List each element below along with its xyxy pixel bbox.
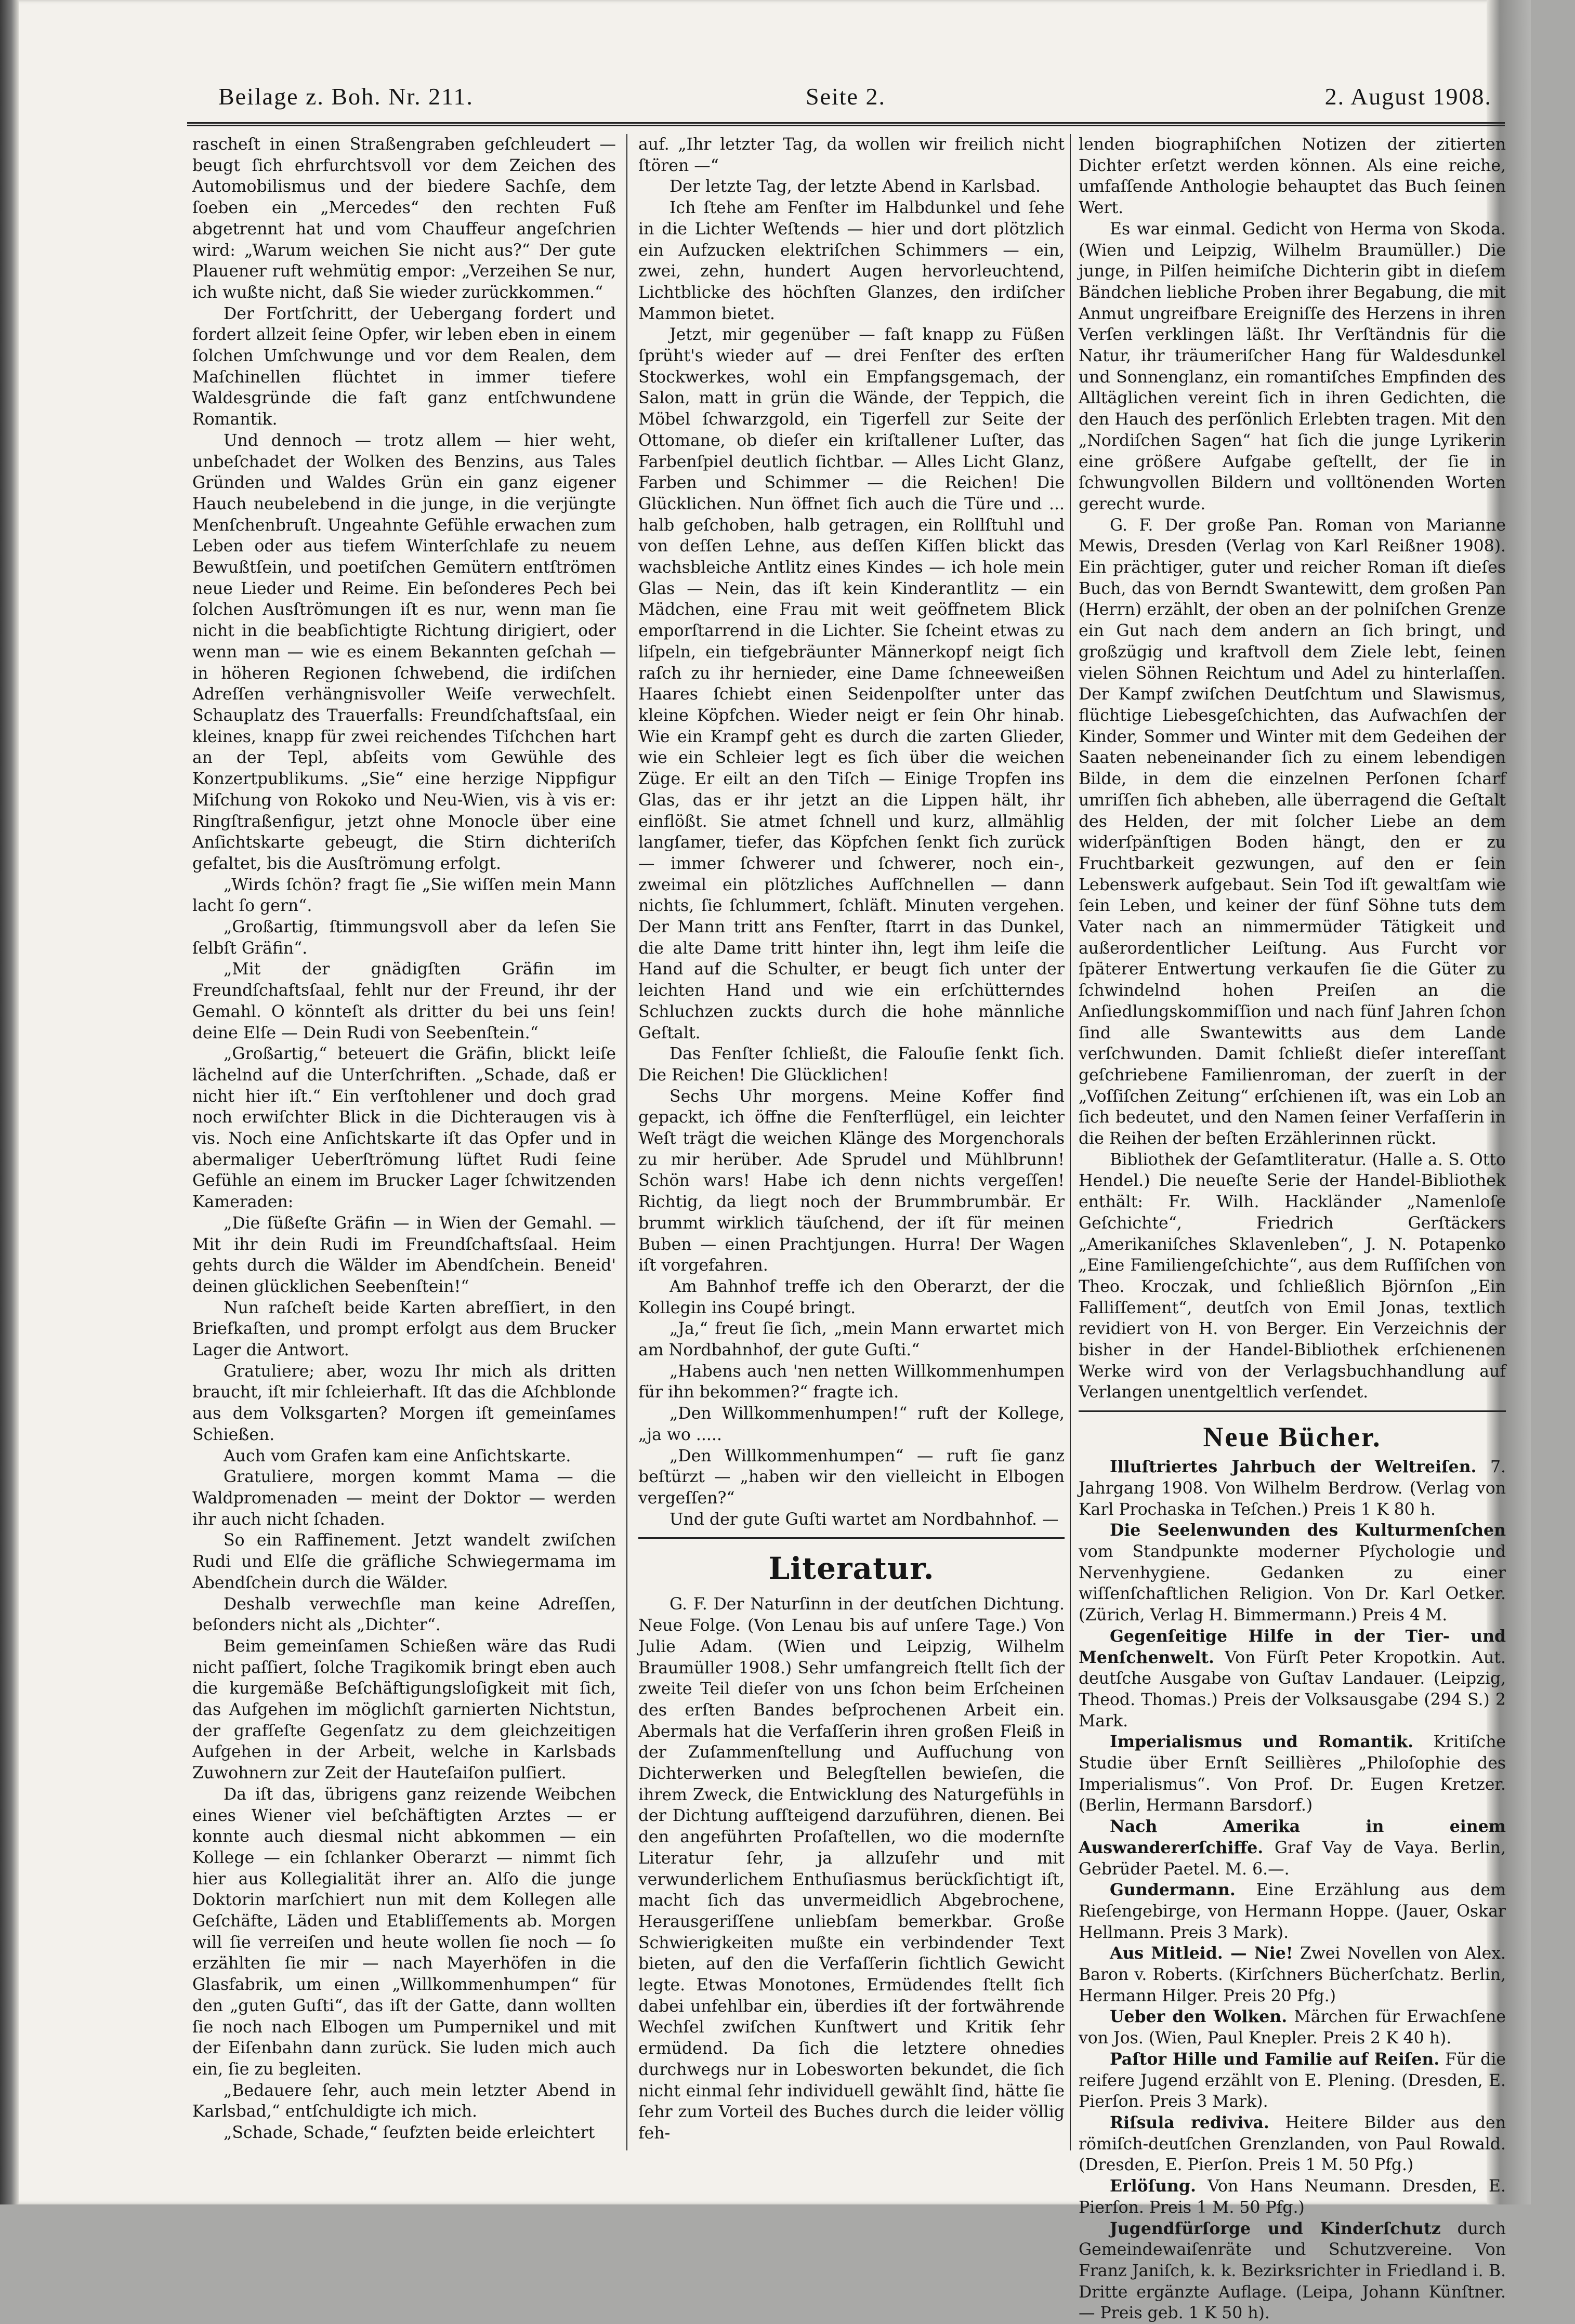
- paragraph: „Den Willkommenhumpen!“ ruft der Kollege, „ja wo .....: [638, 1403, 1065, 1445]
- book-entry: [1079, 1457, 1506, 1520]
- paragraph: „Die ſüßeſte Gräfin — in Wien der Gemahl. — Mit ihr dein Rudi im Freundſchaftsſaal. Heim gehts durch die Wälder im Abendſchein. Beneid' deinen glücklichen Seebenſtein!“: [192, 1213, 616, 1298]
- paragraph: Und der gute Guſti wartet am Nordbahnhof. —: [638, 1509, 1065, 1530]
- paragraph: Ich ſtehe am Fenſter im Halbdunkel und ſehe in die Lichter Weſtends — hier und dort plötzlich ein Aufzucken elektriſchen Schimmers — ein, zwei, zehn, hundert Augen hervorleuchtend, Lichtblicke des höchſten Glanzes, den irdiſcher Mammon bietet.: [638, 197, 1065, 324]
- paragraph: Der letzte Tag, der letzte Abend in Karlsbad.: [638, 176, 1065, 197]
- book-details: Zwei Novellen von Alex. Baron v. Roberts. (Kirſchners Bücherſchatz. Berlin, Hermann Hilger. Preis 20 Pfg.): [1079, 1944, 1506, 2005]
- book-title: Erlöſung.: [1110, 2176, 1196, 2196]
- header-page-number: Seite 2.: [806, 83, 886, 110]
- paragraph: Da iſt das, übrigens ganz reizende Weibchen eines Wiener viel beſchäftigten Arztes — er konnte auch diesmal nicht abkommen — ein Kollege — ein ſchlanker Oberarzt — nimmt ſich hier aus Kollegialität ihrer an. Alſo die junge Doktorin marſchiert nun mit dem Kollegen alle Geſchäfte, Läden und Etabliſſements ab. Morgen will ſie verreiſen und heute wollen ſie noch — ſo erzählten ſie mir — nach Mayerhöfen in die Glasfabrik, um einen „Willkommenhumpen“ für den „guten Guſti“, das iſt der Gatte, dann wollten ſie noch nach Elbogen um Pumpernikel und mit der Eiſenbahn dann zurück. Sie luden mich auch ein, ſie zu begleiten.: [192, 1784, 616, 2080]
- book-details: Eine Erzählung aus dem Rieſengebirge, von Hermann Hoppe. (Jauer, Oskar Hellmann. Preis 3 Mark).: [1079, 1881, 1506, 1942]
- book-title: Aus Mitleid. — Nie!: [1110, 1944, 1293, 1963]
- book-entry: [1079, 2219, 1506, 2324]
- new-books-list: [1079, 1457, 1506, 2324]
- column-3-reviews: [1079, 134, 1506, 2150]
- section-divider: [1079, 1410, 1506, 1412]
- book-entry: [1079, 1732, 1506, 1816]
- book-title: Illuſtriertes Jahrbuch der Weltreiſen.: [1110, 1457, 1476, 1476]
- review-paragraph: Bibliothek der Geſamtliteratur. (Halle a. S. Otto Hendel.) Die neueſte Serie der Handel-Bibliothek enthält: Fr. Wilh. Hackländer „Namenloſe Geſchichte“, Friedrich Gerſtäckers „Amerikaniſches Sklavenleben“, J. N. Potapenko „Eine Familiengeſchichte“, aus dem Ruſſiſchen von Theo. Kroczak, und ſchließlich Björnſon „Ein Falliſſement“, deutſch von Emil Jonas, textlich revidiert von H. von Berger. Ein Verzeichnis der bisher in der Handel-Bibliothek erſchienenen Werke wird von der Verlagsbuchhandlung auf Verlangen unentgeltlich verſendet.: [1079, 1150, 1506, 1403]
- paragraph: lenden biographiſchen Notizen der zitierten Dichter erſetzt werden können. Als eine reiche, umfaſſende Anthologie behauptet das Buch ſeinen Wert.: [1079, 134, 1506, 219]
- paragraph: Beim gemeinſamen Schießen wäre das Rudi nicht paſſiert, ſolche Tragikomik bringt eben auch die kurgemäße Beſchäftigungsloſigkeit mit ſich, das Aufgehen im möglichſt garnierten Nichtstun, der grafſeſte Gegenſatz zu dem gleichzeitigen Aufgehen in der Arbeit, welche in Karlsbads Zuwohnern zur Zeit der Hauteſaiſon pulſiert.: [192, 1636, 616, 1784]
- paragraph: Deshalb verwechſle man keine Adreſſen, beſonders nicht als „Dichter“.: [192, 1594, 616, 1636]
- book-title: Gundermann.: [1110, 1880, 1236, 1899]
- paragraph: Jetzt, mir gegenüber — faſt knapp zu Füßen ſprüht's wieder auf — drei Fenſter des erſten Stockwerkes, wohl ein Empfangsgemach, der Salon, matt in grün die Wände, der Teppich, die Möbel ſchwarzgold, ein Tigerfell zur Seite der Ottomane, ob dieſer ein kriſtallener Luſter, das Farbenſpiel deutlich ſichtbar. — Alles Licht Glanz, Farben und Schimmer — die Reichen! Die Glücklichen. Nun öffnet ſich auch die Türe und ... halb geſchoben, halb getragen, ein Rollſtuhl und von deſſen Lehne, aus deſſen Kiſſen blickt das wachsbleiche Antlitz eines Kindes — ich hole mein Glas — Nein, das iſt kein Kinderantlitz — ein Mädchen, eine Frau mit weit geöffnetem Blick emporſtarrend in die Lichter. Sie ſcheint etwas zu liſpeln, ein tiefgebräunter Männerkopf neigt ſich raſch zu ihr hernieder, eine Dame ſchneeweißen Haares ſchiebt einen Seidenpolſter unter das kleine Köpfchen. Wieder neigt er ſein Ohr hinab. Wie ein Krampf geht es durch die zarten Glieder, wie ein Schleier legt es ſich über die weichen Züge. Er eilt an den Tiſch — Einige Tropfen ins Glas, das er ihr jetzt an die Lippen hält, ihr einflößt. Sie atmet ſchnell und kurz, allmählig langſamer, tiefer, das Köpfchen ſenkt ſich zurück — immer ſchwerer und ſchwerer, noch ein-, zweimal ein plötzliches Aufſchnellen — dann nichts, ſie ſchlummert, ſchläft. Minuten vergehen. Der Mann tritt ans Fenſter, ſtarrt in das Dunkel, die alte Dame tritt hinter ihn, legt ihm leiſe die Hand auf die Schulter, er beugt ſich unter der leichten Hand und wie ein erſchütterndes Schluchzen zuckts durch die hohe männliche Geſtalt.: [638, 324, 1065, 1044]
- paragraph: „Den Willkommenhumpen“ — ruft ſie ganz beſtürzt — „haben wir den vielleicht in Elbogen vergeſſen?“: [638, 1446, 1065, 1509]
- paragraph: Der Fortſchritt, der Uebergang fordert und fordert allzeit ſeine Opfer, wir leben eben in einem ſolchen Umſchwunge und vor dem Realen, dem Maſchinellen flüchtet in immer tiefere Waldesgründe die faſt ganz entſchwundene Romantik.: [192, 303, 616, 430]
- book-entry: [1079, 1816, 1506, 1880]
- book-details: Von Fürſt Peter Kropotkin. Aut. deutſche Ausgabe von Guſtav Landauer. (Leipzig, Theod. Thomas.) Preis der Volksausgabe (294 S.) 2 Mark.: [1079, 1648, 1506, 1731]
- paragraph: „Großartig, ſtimmungsvoll aber da leſen Sie ſelbſt Gräfin“.: [192, 917, 616, 959]
- header-date: 2. August 1908.: [1325, 83, 1492, 110]
- paragraph: „Habens auch 'nen netten Willkommenhumpen für ihn bekommen?“ fragte ich.: [638, 1361, 1065, 1403]
- review-paragraph: G. F. Der Naturſinn in der deutſchen Dichtung. Neue Folge. (Von Lenau bis auf unſere Tage.) Von Julie Adam. (Wien und Leipzig, Wilhelm Braumüller 1908.) Sehr umfangreich ſtellt ſich der zweite Teil dieſer von uns ſchon beim Erſcheinen des erſten Bandes beſprochenen Arbeit ein. Abermals hat die Verfaſſerin ihren großen Fleiß in der Zuſammenſtellung und Aufſuchung von Dichterwerken und Belegſtellen bewieſen, die ihrem Zweck, die Entwicklung des Naturgefühls in der Dichtung aufſteigend darzuführen, dienen. Bei den angeführten Proſaſtellen, wo die modernſte Literatur ſehr, ja allzuſehr und mit verwunderlichem Enthuſiasmus berückſichtigt iſt, macht ſich das unvermeidlich Abgebrochene, Herausgeriſſene unliebſam bemerkbar. Große Schwierigkeiten mußte ein verbindender Text bieten, auf den die Verfaſſerin ſichtlich Gewicht legte. Etwas Monotones, Ermüdendes ſtellt ſich dabei unfehlbar ein, überdies iſt der fortwährende Wechſel zwiſchen Kunſtwert und Kritik ſehr ermüdend. Da ſich die letztere ohnedies durchwegs nur in Lobesworten bekundet, die ſich nicht einmal ſehr individuell gewählt ſind, hätte ſie ſehr zum Vorteil des Buches durch die leider völlig feh-: [638, 1594, 1065, 2144]
- paragraph: „Schade, Schade,“ ſeufzten beide erleichtert: [192, 2122, 616, 2144]
- book-details: Märchen für Erwachſene von Jos. (Wien, Paul Knepler. Preis 2 K 40 h).: [1079, 2008, 1506, 2048]
- book-details: 7. Jahrgang 1908. Von Wilhelm Berdrow. (Verlag von Karl Prochaska in Teſchen.) Preis 1 K 80 h.: [1079, 1458, 1506, 1518]
- paragraph: Gratuliere; aber, wozu Ihr mich als dritten braucht, iſt mir ſchleierhaft. Iſt das die Aſchblonde aus dem Volksgarten? Morgen iſt gemeinſames Schießen.: [192, 1361, 616, 1446]
- book-title: Paſtor Hille und Familie auf Reiſen.: [1110, 2050, 1439, 2069]
- paragraph: auf. „Ihr letzter Tag, da wollen wir freilich nicht ſtören —“: [638, 134, 1065, 176]
- book-title: Imperialismus und Romantik.: [1110, 1732, 1413, 1751]
- review-paragraph: G. F. Der große Pan. Roman von Marianne Mewis, Dresden (Verlag von Karl Reißner 1908). Ein prächtiger, guter und reicher Roman iſt dieſes Buch, das von Berndt Swantewitt, dem großen Pan (Herrn) erzählt, der oben an der polniſchen Grenze ein Gut nach dem andern an ſich bringt, und großzügig und kraftvoll dem Ziele lebt, ſeinen vielen Söhnen Reichtum und Adel zu hinterlaſſen. Der Kampf zwiſchen Deutſchtum und Slawismus, flüchtige Liebesgeſchichten, das Aufwachſen der Kinder, Sommer und Winter mit dem Gedeihen der Saaten nebeneinander ſich zu einem lebendigen Bilde, in dem die einzelnen Perſonen ſcharf umriſſen ſich abheben, alle überragend die Geſtalt des Helden, der mit ſolcher Liebe an dem widerſpänſtigen Boden hängt, den er zu Fruchtbarkeit gezwungen, auf den er ſein Lebenswerk aufgebaut. Sein Tod iſt gewaltſam wie ſein Leben, und keiner der fünf Söhne tuts dem Vater nach an nimmermüder Tätigkeit und außerordentlicher Leiſtung. Aus Furcht vor ſpäterer Entwertung verkaufen ſie die Güter zu ſchwindelnd hohen Preiſen an die Anſiedlungskommiſſion und nach fünf Jahren ſchon ſind alle Swantewitts aus dem Lande verſchwunden. Damit ſchließt dieſer intereſſant geſchriebene Familienroman, der zuerſt in der „Voſſiſchen Zeitung“ erſchienen iſt, was ein Lob an ſich bedeutet, und den Namen ſeiner Verfaſſerin in die Reihen der beſten Erzählerinnen rückt.: [1079, 515, 1506, 1150]
- paragraph: „Ja,“ freut ſie ſich, „mein Mann erwartet mich am Nordbahnhof, der gute Guſti.“: [638, 1318, 1065, 1361]
- book-title: Riſsula rediviva.: [1110, 2113, 1269, 2132]
- paragraph: „Wirds ſchön? fragt ſie „Sie wiſſen mein Mann lacht ſo gern“.: [192, 875, 616, 917]
- book-entry: [1079, 2006, 1506, 2049]
- book-entry: [1079, 2112, 1506, 2176]
- header-supplement-number: Beilage z. Boh. Nr. 211.: [218, 83, 474, 110]
- book-details: Kritiſche Studie über Ernſt Seillières „Philoſophie des Imperialismus“. Von Prof. Dr. Eugen Kretzer. (Berlin, Hermann Barsdorf.): [1079, 1733, 1506, 1815]
- paragraph: Das Fenſter ſchließt, die Falouſie ſenkt ſich. Die Reichen! Die Glücklichen!: [638, 1044, 1065, 1086]
- column-rule-1: [626, 134, 627, 2150]
- book-entry: [1079, 1880, 1506, 1943]
- paragraph: Und dennoch — trotz allem — hier weht, unbeſchadet der Wolken des Benzins, aus Tales Gründen und Waldes Grün ein ganz eigener Hauch neubelebend in die junge, in die verjüngte Menſchenbruſt. Ungeahnte Gefühle erwachen zum Leben oder aus tiefem Winterſchlafe zu neuem Bewußtſein, und poetiſchen Gemütern entſtrömen neue Lieder und Reime. Ein beſonderes Pech bei ſolchen Ausſtrömungen iſt es nur, wenn man ſie nicht in die beabſichtigte Richtung dirigiert, oder wenn man — wie es einem Bekannten geſchah — in höheren Regionen ſchwebend, die irdiſchen Adreſſen verhängnisvoller Weiſe verwechſelt. Schauplatz des Trauerfalls: Freundſchaftsſaal, ein kleines, knapp für zwei reichendes Tiſchchen hart an der Tepl, abſeits vom Gewühle des Konzertpublikums. „Sie“ eine herzige Nippfigur Miſchung von Rokoko und Neu-Wien, vis à vis er: Ringſtraßenfigur, jetzt ohne Monocle über eine Anſichtskarte gebeugt, die Stirn dichteriſch gefaltet, bis die Ausſtrömung erfolgt.: [192, 430, 616, 875]
- column-2: [638, 134, 1065, 2150]
- paragraph: Sechs Uhr morgens. Meine Koffer find gepackt, ich öffne die Fenſterflügel, ein leichter Weſt trägt die weichen Klänge des Morgenchorals zu mir herüber. Ade Sprudel und Mühlbrunn! Schön wars! Habe ich denn nichts vergeſſen! Richtig, da liegt noch der Brummbrumbär. Er brummt wirklich täuſchend, der iſt für meinen Buben — einen Prachtjungen. Hurra! Der Wagen iſt vorgefahren.: [638, 1086, 1065, 1276]
- page-header: [187, 81, 1505, 126]
- book-details: Graf Vay de Vaya. Berlin, Gebrüder Paetel. M. 6.—.: [1079, 1839, 1506, 1879]
- paragraph: Gratuliere, morgen kommt Mama — die Waldpromenaden — meint der Doktor — werden ihr auch nicht ſchaden.: [192, 1467, 616, 1530]
- paragraph: So ein Raffinement. Jetzt wandelt zwiſchen Rudi und Elſe die gräfliche Schwiegermama im Abendſchein durch die Wälder.: [192, 1530, 616, 1593]
- book-title: Gegenſeitige Hilfe in der Tier- und Menſchenwelt.: [1079, 1627, 1506, 1667]
- neue-buecher-heading: Neue Bücher.: [1079, 1420, 1506, 1454]
- book-entry: [1079, 2049, 1506, 2112]
- paragraph: „Großartig,“ beteuert die Gräfin, blickt leiſe lächelnd auf die Unterſchriften. „Schade, daß er nicht hier iſt.“ Ein verſtohlener und doch grad noch erwiſchter Blick in die Dichteraugen vis à vis. Noch eine Anſichtskarte iſt das Opfer und in abermaliger Ueberſtrömung lüftet Rudi ſeine Gefühle an einem im Brucker Lager ſchwitzenden Kameraden:: [192, 1044, 616, 1213]
- paragraph: „Bedauere ſehr, auch mein letzter Abend in Karlsbad,“ entſchuldigte ich mich.: [192, 2080, 616, 2122]
- paragraph: Am Bahnhof treffe ich den Oberarzt, der die Kollegin ins Coupé bringt.: [638, 1276, 1065, 1318]
- book-entry: [1079, 2176, 1506, 2218]
- book-title: Nach Amerika in einem Auswandererſchiffe.: [1079, 1817, 1506, 1857]
- book-details: Heitere Bilder aus den römiſch-deutſchen Grenzlanden, von Paul Rowald. (Dresden, E. Pierſon. Preis 1 M. 50 Pfg.): [1079, 2114, 1506, 2174]
- page-binding-shadow: [0, 0, 19, 2204]
- book-details: durch Gemeindewaiſenräte und Schutzvereine. Von Franz Janiſch, k. k. Bezirksrichter in Friedland i. B. Dritte ergänzte Auflage. (Leipa, Johann Künſtner. — Preis geb. 1 K 50 h).: [1079, 2220, 1506, 2323]
- paragraph: Nun raſcheſt beide Karten abreſſiert, in den Briefkaſten, und prompt erfolgt aus dem Brucker Lager die Antwort.: [192, 1298, 616, 1361]
- book-details: vom Standpunkte moderner Pſychologie und Nervenhygiene. Gedanken zu einer wiſſenſchaftlichen Religion. Von Dr. Karl Oetker. (Zürich, Verlag H. Bimmermann.) Preis 4 M.: [1079, 1542, 1506, 1625]
- book-title: Die Seelenwunden des Kulturmenſchen: [1110, 1521, 1506, 1540]
- column-rule-2: [1070, 134, 1071, 2150]
- review-paragraph: Es war einmal. Gedicht von Herma von Skoda. (Wien und Leipzig, Wilhelm Braumüller.) Die junge, in Pilſen heimiſche Dichterin gibt in dieſem Bändchen liebliche Proben ihrer Begabung, die mit Anmut ungreifbare Ereigniſſe des Herzens in ihren Verſen verklingen läßt. Ihr Verſtändnis für die Natur, ihr träumeriſcher Hang für Waldesdunkel und Sonnenglanz, ein romantiſches Empfinden des Alltäglichen vereint ſich in ihren Gedichten, die den Hauch des perſönlich Erlebten tragen. Mit den „Nordiſchen Sagen“ hat ſich die junge Lyrikerin eine größere Aufgabe geſtellt, der ſie in ſchwungvollen Bildern und volltönenden Worten gerecht wurde.: [1079, 219, 1506, 515]
- book-entry: [1079, 1626, 1506, 1732]
- book-details: Für die reifere Jugend erzählt von E. Plening. (Dresden, E. Pierſon. Preis 3 Mark).: [1079, 2050, 1506, 2111]
- paragraph: „Mit der gnädigſten Gräfin im Freundſchaftsſaal, fehlt nur der Freund, ihr der Gemahl. O könnteſt als dritter du bei uns ſein! deine Elſe — Dein Rudi von Seebenſtein.“: [192, 959, 616, 1044]
- book-entry: [1079, 1520, 1506, 1626]
- section-divider: [638, 1537, 1065, 1539]
- book-title: Ueber den Wolken.: [1110, 2007, 1287, 2026]
- column-1-feuilleton: [192, 134, 616, 2150]
- literatur-heading: Literatur.: [638, 1547, 1065, 1590]
- paragraph: Auch vom Grafen kam eine Anſichtskarte.: [192, 1446, 616, 1467]
- book-details: Von Hans Neumann. Dresden, E. Pierſon. Preis 1 M. 50 Pfg.): [1079, 2177, 1506, 2217]
- book-entry: [1079, 1943, 1506, 2006]
- book-title: Jugendfürſorge und Kinderſchutz: [1110, 2219, 1441, 2238]
- paragraph: rascheſt in einen Straßengraben geſchleudert — beugt ſich ehrfurchtsvoll vor dem Zeichen des Automobilismus und der biedere Sachſe, dem ſoeben ein „Mercedes“ den rechten Fuß abgetrennt hat und vom Chauffeur angeſchrien wird: „Warum weichen Sie nicht aus?“ Der gute Plauener ruft wehmütig empor: „Verzeihen Se nur, ich wußte nicht, daß Sie wieder zurückkommen.“: [192, 134, 616, 303]
